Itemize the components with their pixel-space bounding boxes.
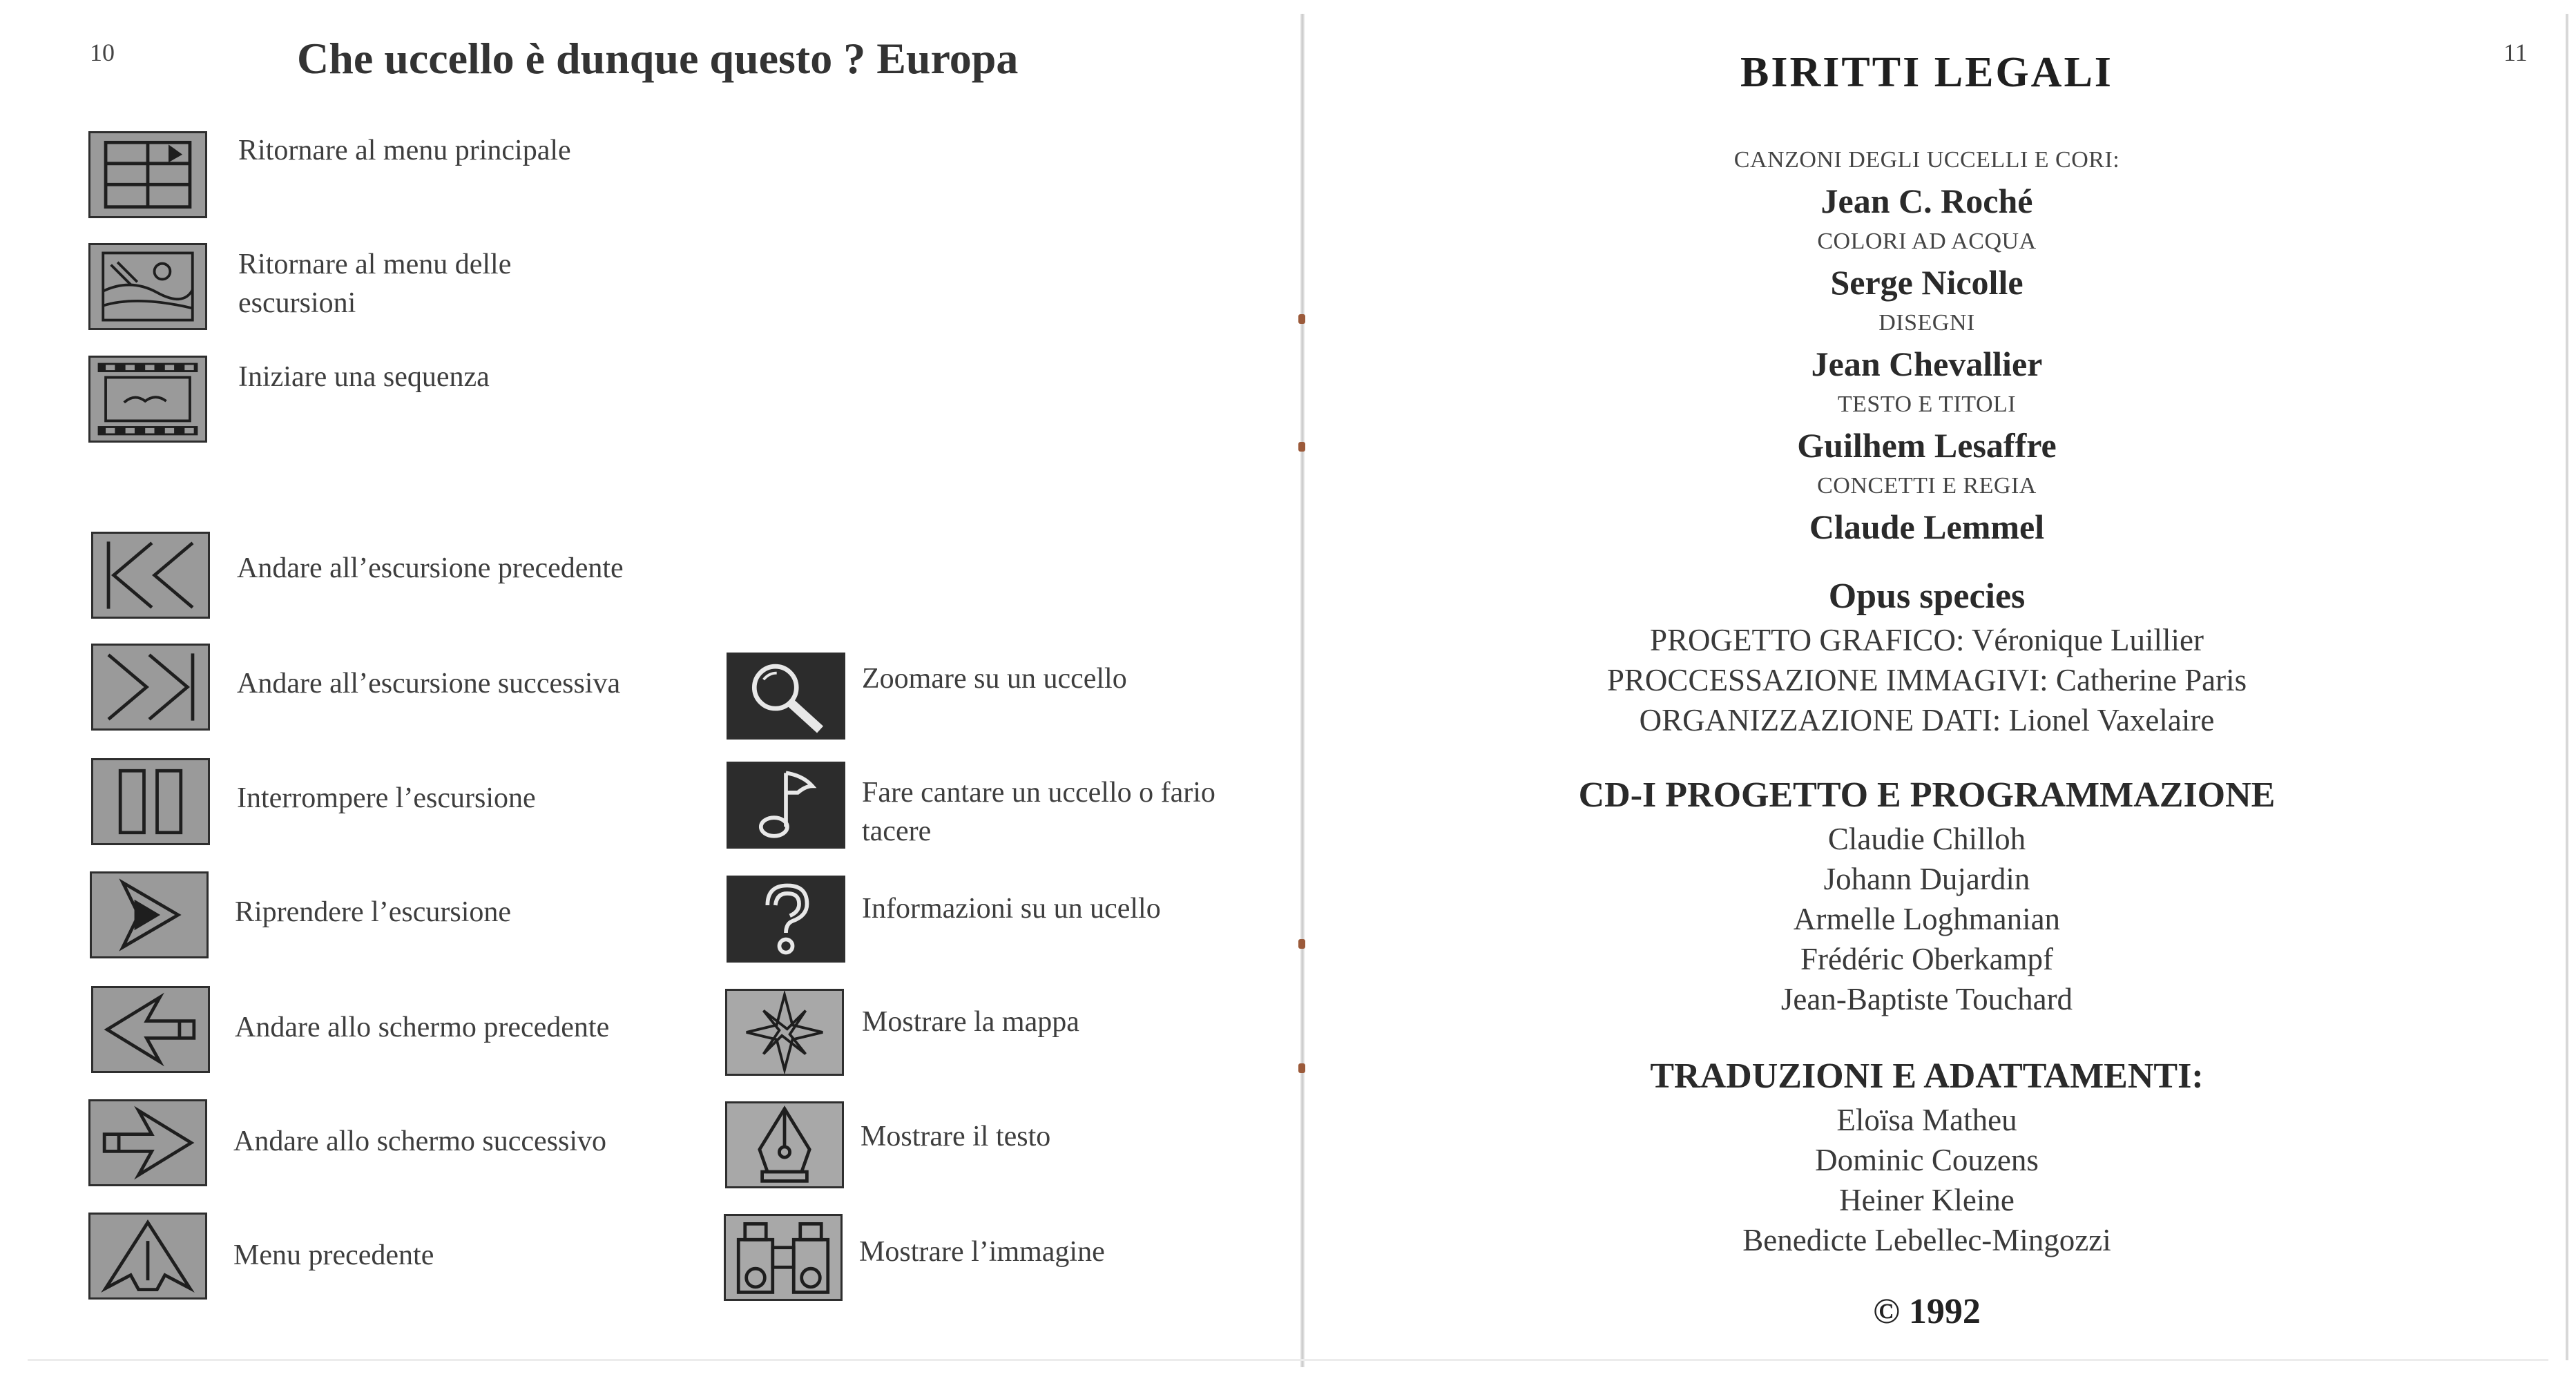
credit-name: Jean C. Roché: [1820, 182, 2033, 220]
page-number-left: 10: [90, 39, 115, 66]
play-icon[interactable]: [90, 871, 209, 958]
credit-line: Benedicte Lebellec-Mingozzi: [1742, 1223, 2111, 1257]
credits-title: BIRITTI LEGALI: [1740, 49, 2113, 96]
pen-nib-icon[interactable]: [725, 1101, 844, 1188]
credit-role: CANZONI DEGLI UCCELLI E CORI:: [1733, 147, 2120, 173]
page-title: Che uccello è dunque questo ? Europa: [297, 34, 1019, 83]
copyright: © 1992: [1873, 1292, 1981, 1331]
translations-section: [1443, 1053, 2410, 1260]
control-label: Mostrare la mappa: [862, 1006, 1079, 1038]
control-label: Informazioni su un ucello: [862, 893, 1161, 925]
control-label: Menu precedente: [233, 1239, 434, 1271]
credit-name: Guilhem Lesaffre: [1797, 426, 2057, 465]
credit-name: Jean Chevallier: [1811, 345, 2043, 383]
opus-section: [1443, 573, 2410, 740]
credit-line: Johann Dujardin: [1823, 862, 2030, 896]
film-sequence-icon[interactable]: [88, 356, 207, 443]
credit-line: ORGANIZZAZIONE DATI: Lionel Vaxelaire: [1639, 703, 2215, 737]
credit-line: Heiner Kleine: [1839, 1183, 2015, 1217]
previous-screen-icon[interactable]: [91, 986, 210, 1073]
control-label: Zoomare su un uccello: [862, 663, 1127, 695]
credit-line: Eloïsa Matheu: [1836, 1103, 2017, 1137]
control-label: Riprendere l’escursione: [235, 896, 512, 928]
credit-line: Armelle Loghmanian: [1793, 902, 2061, 936]
question-mark-icon[interactable]: [727, 876, 845, 963]
music-note-icon[interactable]: [727, 762, 845, 849]
next-excursion-icon[interactable]: [91, 644, 210, 731]
compass-rose-icon[interactable]: [725, 989, 844, 1076]
control-label: Andare allo schermo successivo: [233, 1126, 606, 1157]
control-label: Andare allo schermo precedente: [235, 1012, 610, 1043]
control-label: Fare cantare un uccello o fario tacere: [862, 777, 1215, 847]
control-label: Ritornare al menu delle escursioni: [238, 249, 512, 319]
control-label: Iniziare una sequenza: [238, 361, 490, 393]
credit-line: Jean-Baptiste Touchard: [1780, 982, 2073, 1016]
up-arrow-icon[interactable]: [88, 1213, 207, 1300]
credit-line: PROGETTO GRAFICO: Véronique Luillier: [1649, 623, 2204, 657]
previous-excursion-icon[interactable]: [91, 532, 210, 619]
credit-line: Frédéric Oberkampf: [1800, 942, 2054, 976]
credit-line: Claudie Chilloh: [1827, 822, 2026, 856]
excursion-menu-icon[interactable]: [88, 243, 207, 330]
section-heading: Opus species: [1828, 577, 2026, 616]
control-label: Ritornare al menu principale: [238, 135, 571, 166]
cdi-section: [1443, 772, 2410, 1019]
credit-role: COLORI AD ACQUA: [1817, 229, 2037, 254]
section-heading: TRADUZIONI E ADATTAMENTI:: [1650, 1056, 2204, 1096]
credits-roles: [1443, 145, 2410, 552]
magnifier-icon[interactable]: [727, 653, 845, 740]
control-label: Interrompere l’escursione: [237, 782, 536, 814]
next-screen-icon[interactable]: [88, 1099, 207, 1186]
page-number-right: 11: [2503, 39, 2528, 66]
section-heading: CD-I PROGETTO E PROGRAMMAZIONE: [1578, 775, 2276, 815]
binoculars-icon[interactable]: [724, 1214, 843, 1301]
page-right-edge: [2566, 14, 2568, 1360]
credit-role: CONCETTI E REGIA: [1817, 473, 2037, 499]
control-label: Andare all’escursione successiva: [237, 668, 621, 699]
control-label: Andare all’escursione precedente: [237, 552, 624, 584]
credit-role: DISEGNI: [1878, 310, 1975, 336]
credit-name: Claude Lemmel: [1809, 508, 2045, 546]
control-label: Mostrare l’immagine: [859, 1236, 1105, 1268]
credit-line: Dominic Couzens: [1815, 1143, 2039, 1177]
credit-name: Serge Nicolle: [1830, 263, 2024, 302]
main-menu-icon[interactable]: [88, 131, 207, 218]
credit-line: PROCCESSAZIONE IMMAGIVI: Catherine Paris: [1606, 663, 2247, 697]
control-label: Mostrare il testo: [861, 1121, 1051, 1152]
credit-role: TESTO E TITOLI: [1837, 392, 2017, 417]
pause-icon[interactable]: [91, 758, 210, 845]
